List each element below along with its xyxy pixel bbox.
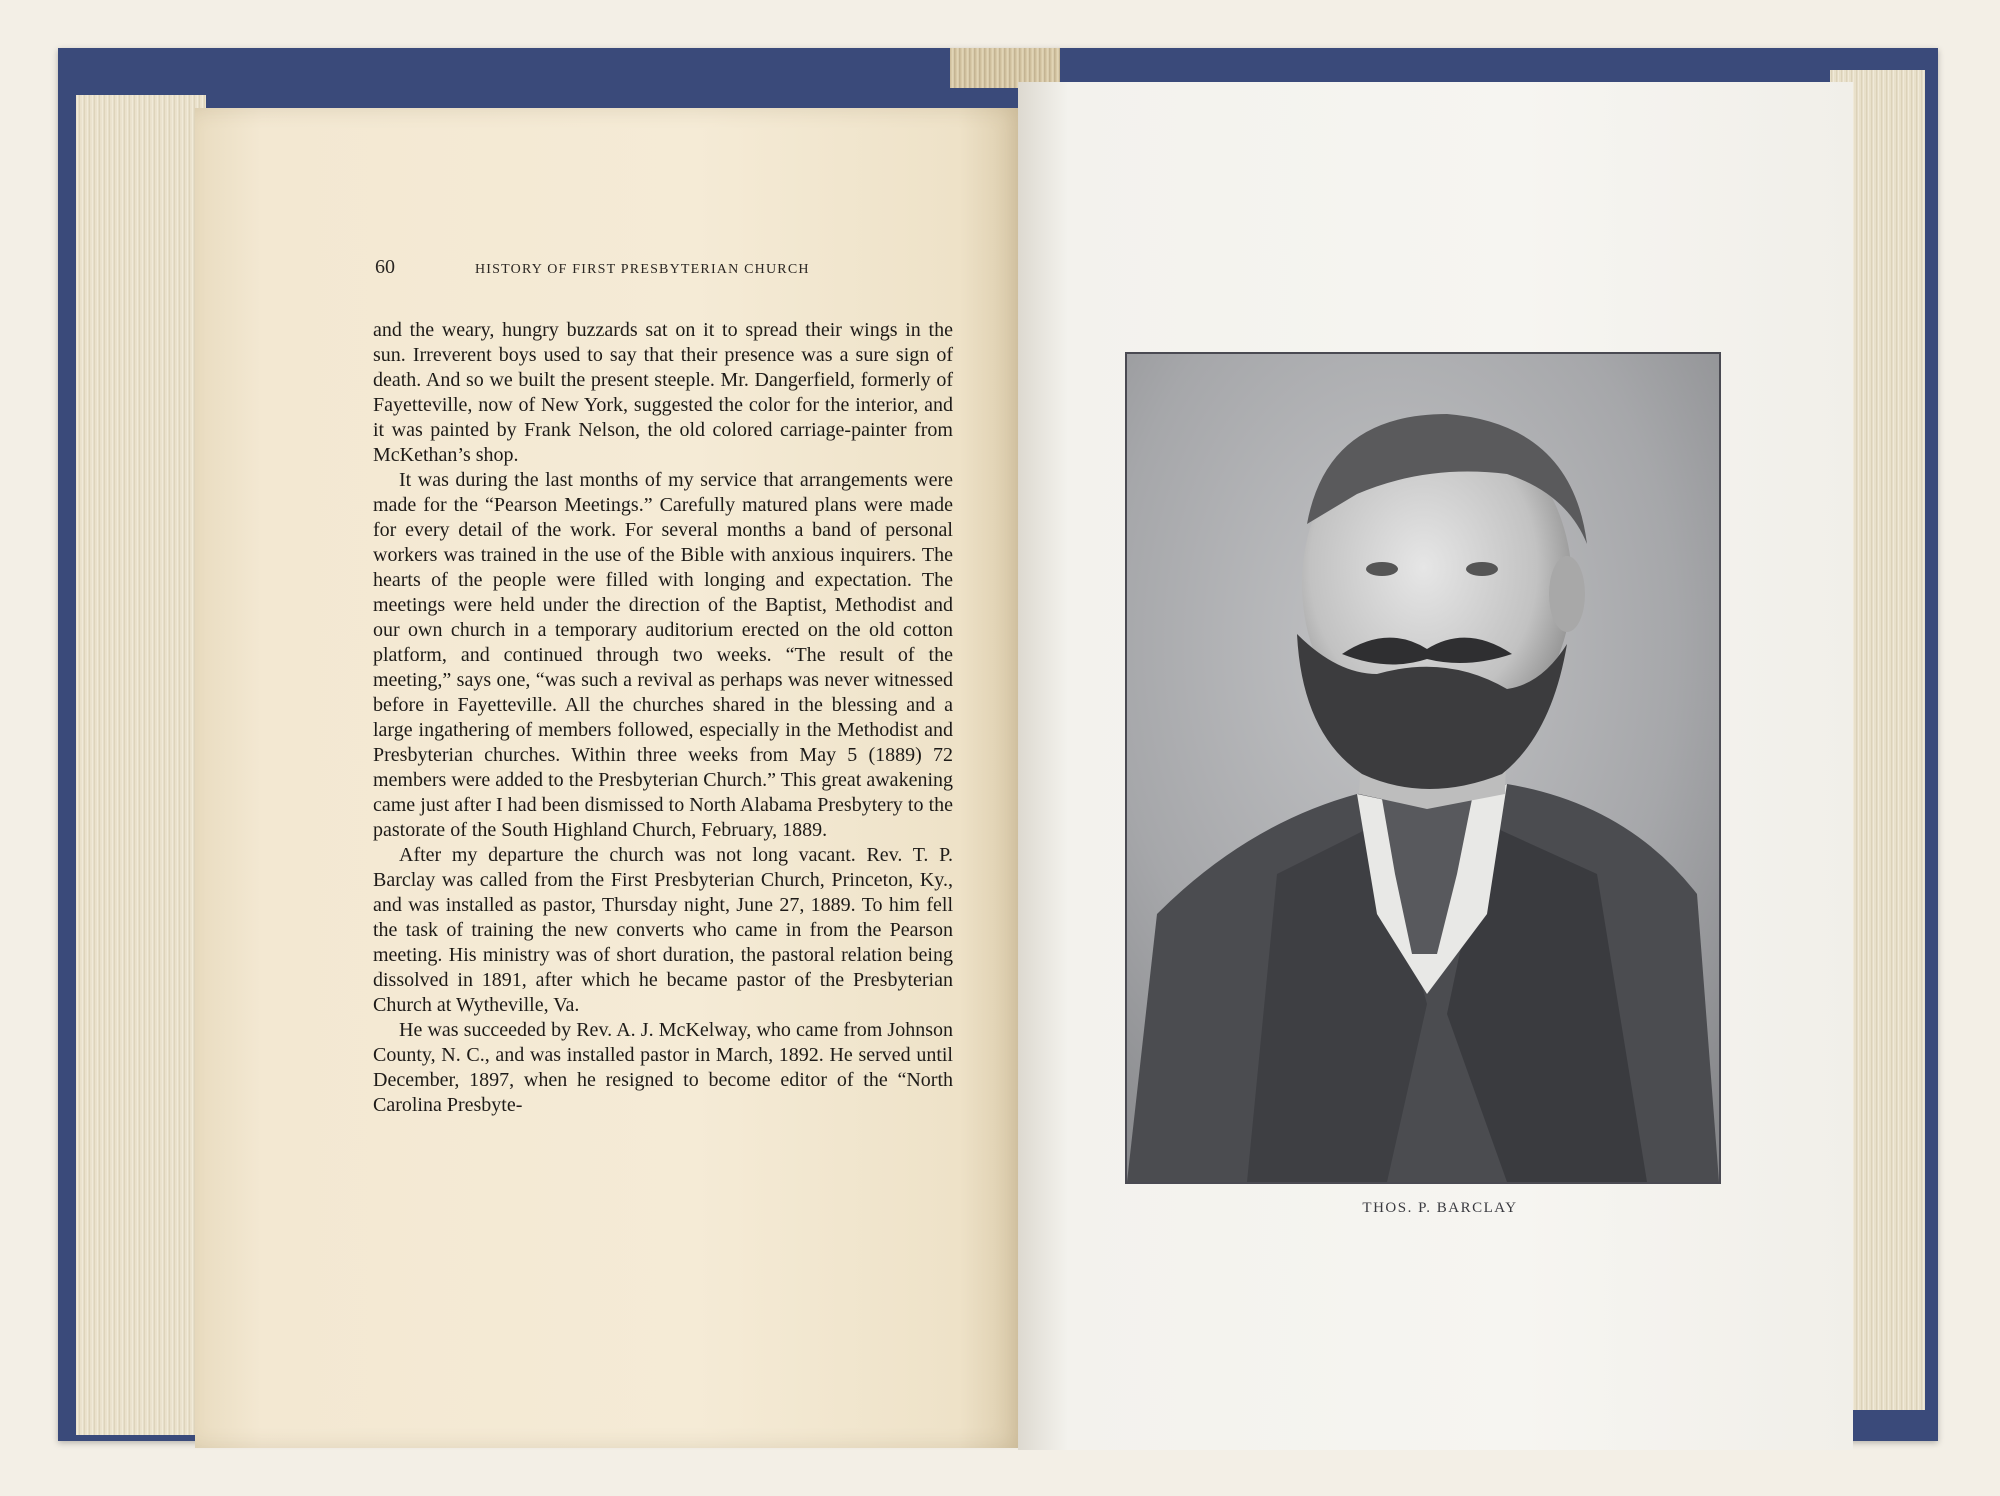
body-text bbox=[373, 318, 953, 1118]
paragraph-2: It was during the last months of my service that arrangements were made for the “Pearson Meetings.” Carefully matured plans were made for every detail of the work. For several months a band of personal workers was trained in the use of the Bible with anxious inquirers. The hearts of the people were filled with longing and expectation. The meetings were held under the direction of the Baptist, Methodist and our own church in a temporary auditorium erected on the old cotton platform, and continued through two weeks. “The result of the meeting,” says one, “was such a revival as perhaps was never witnessed before in Fayetteville. All the churches shared in the blessing and a large ingathering of members followed, especially in the Methodist and Presbyterian churches. Within three weeks from May 5 (1889) 72 members were added to the Presbyterian Church.” This great awakening came just after I had been dismissed to North Alabama Presbytery to the pastorate of the South Highland Church, February, 1889. bbox=[373, 469, 953, 841]
page-number: 60 bbox=[375, 256, 395, 278]
page-header bbox=[375, 256, 955, 286]
photo-caption: THOS. P. BARCLAY bbox=[1362, 1200, 1518, 1216]
paragraph-3: After my departure the church was not long vacant. Rev. T. P. Barclay was called from the First Presbyterian Church, Princeton, Ky., and was installed as pastor, Thursday night, June 27, 1889. To him fell the task of training the new converts who came in from the Pearson meeting. His ministry was of short duration, the pastoral relation being dissolved in 1891, after which he became pastor of the Presbyterian Church at Wytheville, Va. bbox=[373, 844, 953, 1016]
paragraph-4: He was succeeded by Rev. A. J. McKelway, who came from Johnson County, N. C., and was installed pastor in March, 1892. He served until December, 1897, when he resigned to become editor of the “North Carolina Presbyte- bbox=[373, 1019, 953, 1116]
paragraph-1: and the weary, hungry buzzards sat on it to spread their wings in the sun. Irreverent boys used to say that their presence was a sure sign of death. And so we built the present steeple. Mr. Dangerfield, formerly of Fayetteville, now of New York, suggested the color for the interior, and it was painted by Frank Nelson, the old colored carriage-painter from McKethan’s shop. bbox=[373, 319, 953, 466]
left-page-edges bbox=[76, 95, 206, 1435]
portrait-photo bbox=[1125, 352, 1721, 1184]
running-head: HISTORY OF FIRST PRESBYTERIAN CHURCH bbox=[475, 262, 810, 277]
